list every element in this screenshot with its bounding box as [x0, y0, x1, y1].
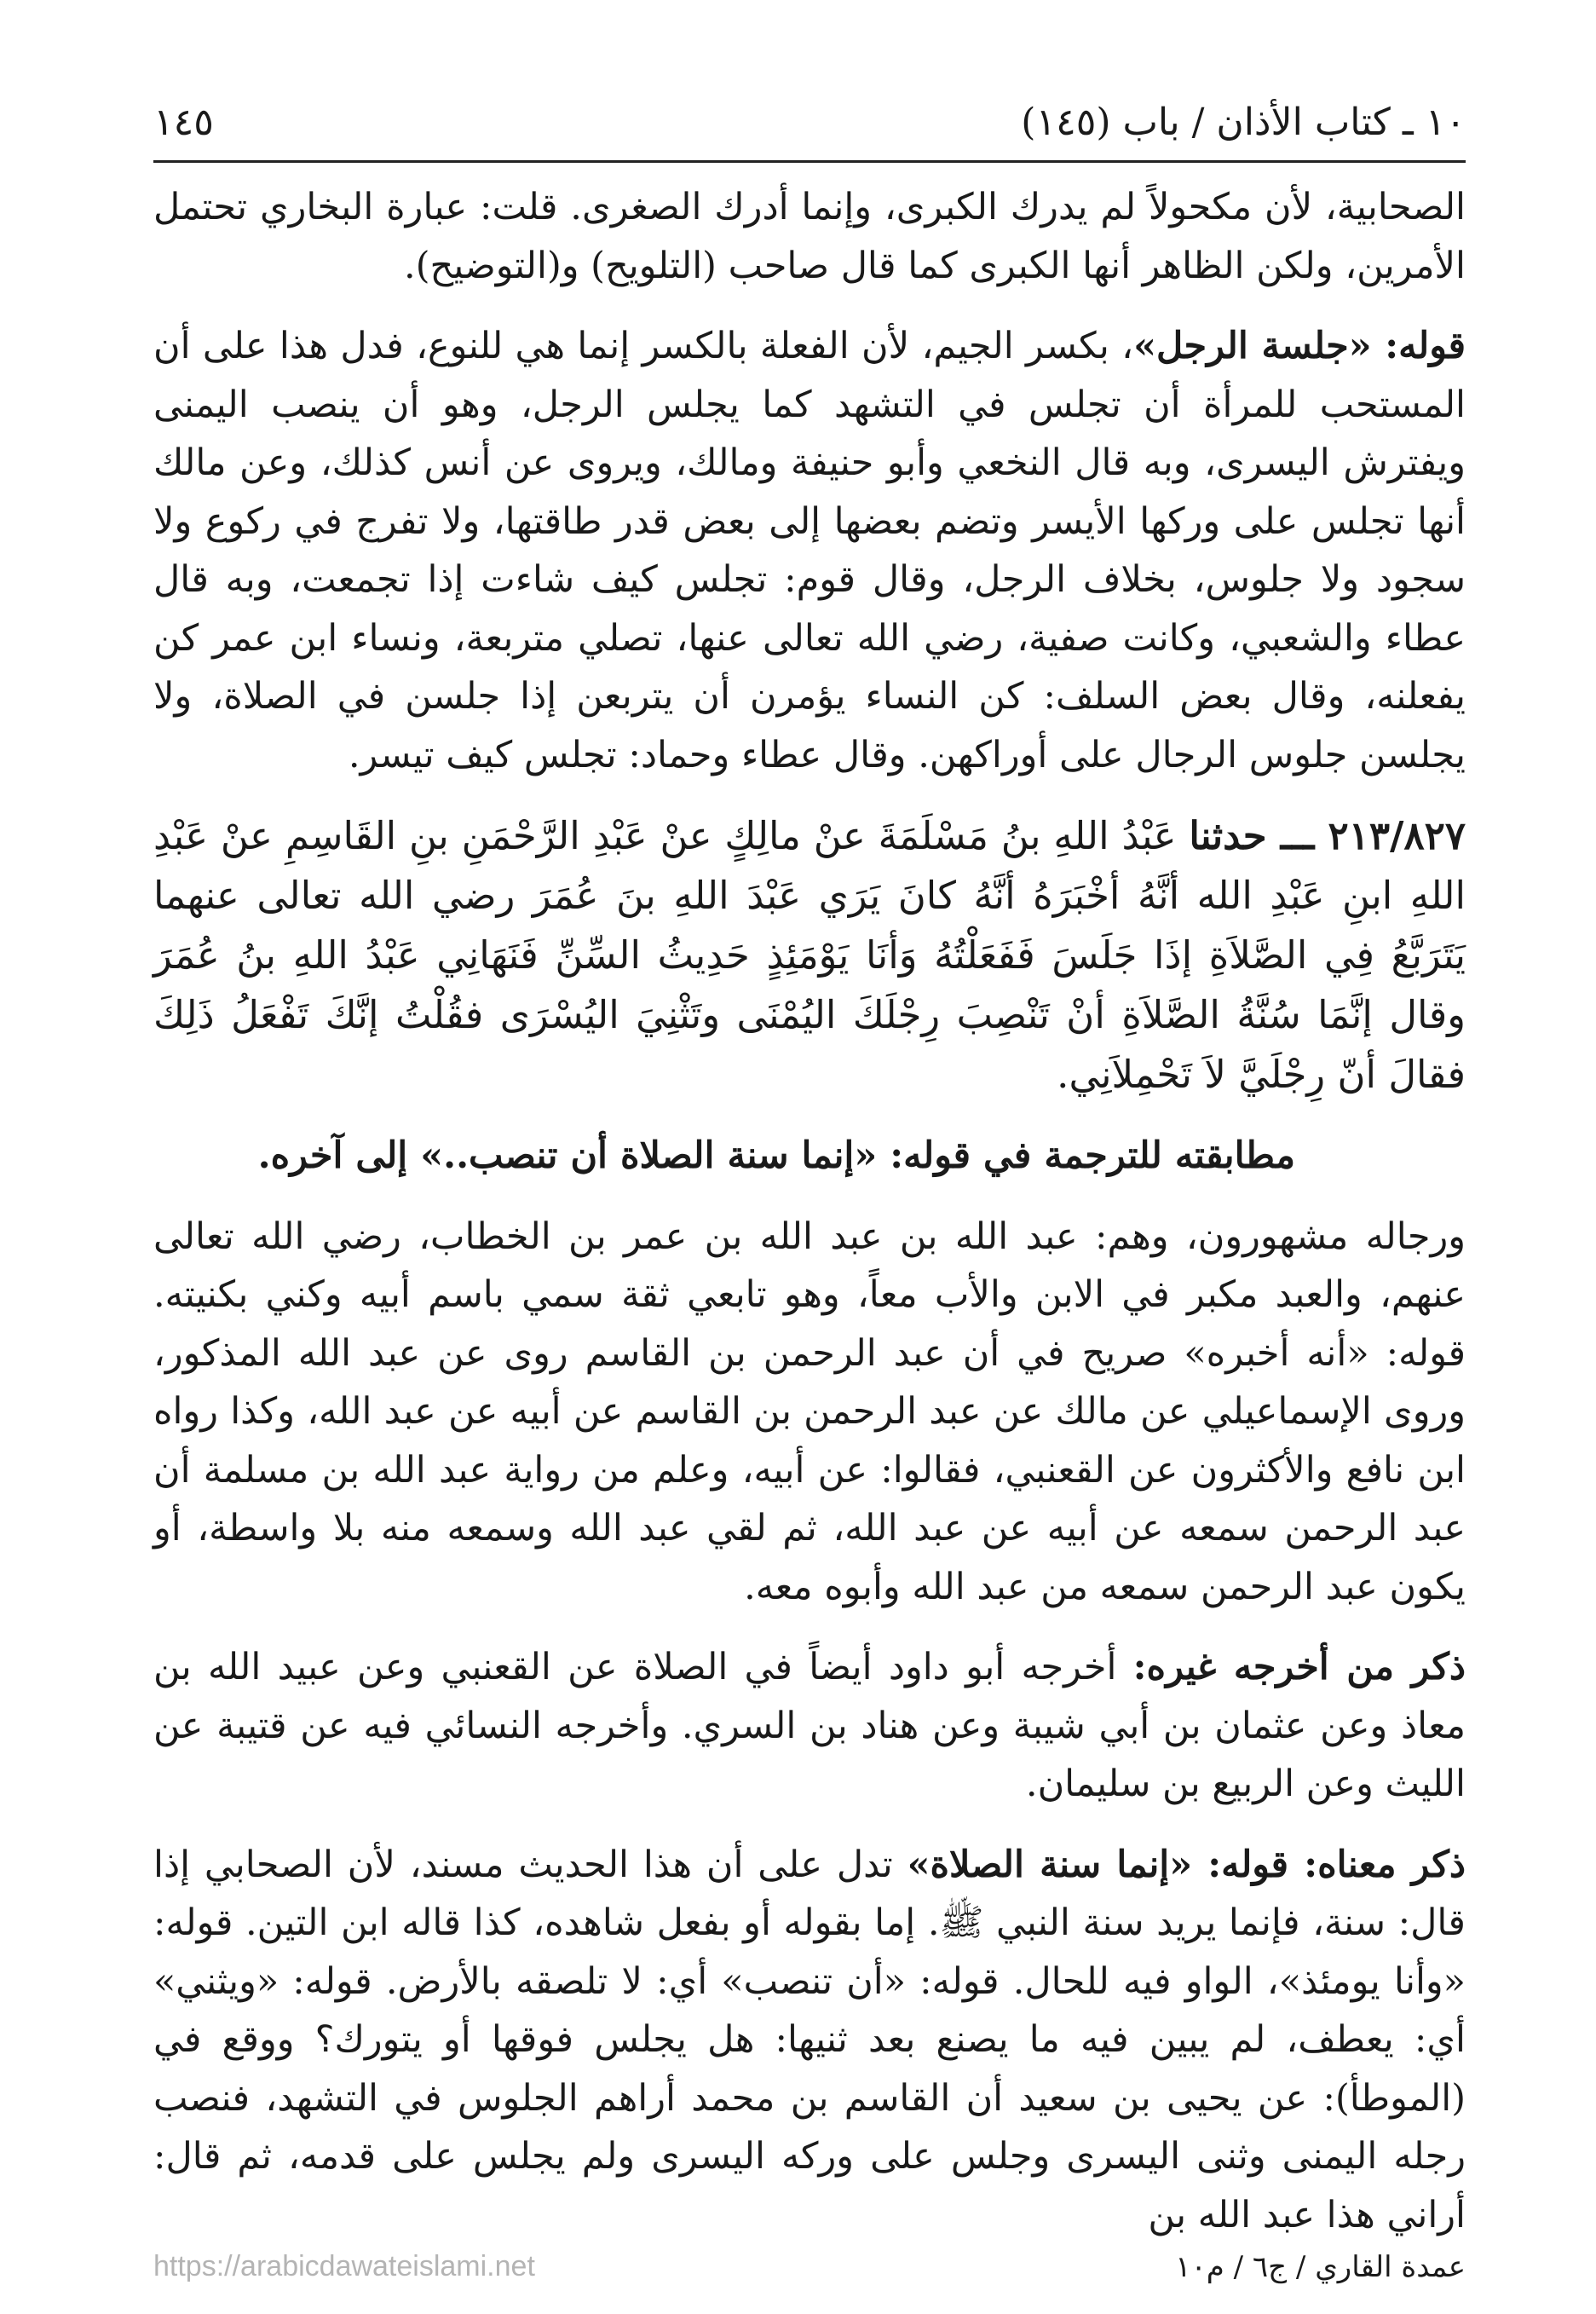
- paragraph-7-text: تدل على أن هذا الحديث مسند، لأن الصحابي إذا قال: سنة، فإنما يريد سنة النبي ﷺ. إما بقوله أو بفعل شاهده، كذا قاله ابن التين. قوله: «وأنا يومئذ»، الواو فيه للحال. قوله: «أن تنصب» أي: لا تلصقه بالأرض. قوله: «ويثني» أي: يعطف، لم يبين فيه ما يصنع بعد ثنيها: هل يجلس فوقها أو يتورك؟ ووقع في (الموطأ): عن يحيى بن سعيد أن القاسم بن محمد أراهم الجلوس في التشهد، فنصب رجله اليمنى وثنى اليسرى وجلس على وركه اليسرى ولم يجلس على قدمه، ثم قال: أراني هذا عبد الله بن: [153, 1843, 1466, 2236]
- page-footer: [153, 2250, 1466, 2293]
- hadith-text: [153, 806, 1466, 1105]
- paragraph-5-text: ورجاله مشهورون، وهم: عبد الله بن عبد الله بن عمر بن الخطاب، رضي الله تعالى عنهم، والعبد مكبر في الابن والأب معاً، وهو تابعي ثقة سمي باسم أبيه وكني بكنيته. قوله: «أنه أخبره» صريح في أن عبد الرحمن بن القاسم روى عن عبد الله المذكور، وروى الإسماعيلي عن مالك عن عبد الرحمن بن القاسم عن أبيه عن عبد الله، وكذا رواه ابن نافع والأكثرون عن القعنبي، فقالوا: عن أبيه، وعلم من رواية عبد الله بن مسلمة أن عبد الرحمن سمعه عن أبيه عن عبد الله، ثم لقي عبد الله وسمعه منه بلا واسطة، أو يكون عبد الرحمن سمعه من عبد الله وأبوه معه.: [153, 1215, 1466, 1608]
- volume-reference: عمدة القاري / ج٦ / م١٠: [1175, 2250, 1466, 2284]
- paragraph-7-lead: ذكر معناه: قوله: «إنما سنة الصلاة»: [907, 1843, 1466, 1886]
- page-body: [153, 178, 1466, 2244]
- page-number: ١٤٥: [153, 101, 214, 144]
- paragraph-1: [153, 178, 1466, 295]
- paragraph-7: [153, 1836, 1466, 2245]
- paragraph-6: [153, 1638, 1466, 1814]
- paragraph-2: [153, 317, 1466, 784]
- running-title: ١٠ ـ كتاب الأذان / باب (١٤٥): [1021, 101, 1466, 144]
- hadith-number: ٢١٣/٨٢٧ ـــ حدثنا: [1189, 813, 1466, 858]
- hadith-body: عَبْدُ اللهِ بنُ مَسْلَمَةَ عنْ مالِكٍ عنْ عَبْدِ الرَّحْمَنِ بنِ القَاسِمِ عنْ عَبْدِ اللهِ ابنِ عَبْدِ الله أنَّهُ أخْبَرَهُ أنَّهُ كانَ يَرَي عَبْدَ اللهِ بنَ عُمَرَ رضي الله تعالى عنهما يَتَرَبَّعُ فِي الصَّلاَةِ إذَا جَلَسَ فَفَعَلْتُهُ وَأنَا يَوْمَئِذٍ حَدِيثُ السِّنِّ فَنَهَانِي عَبْدُ اللهِ بنُ عُمَرَ وقال إنَّمَا سُنَّةُ الصَّلاَةِ أنْ تَنْصِبَ رِجْلَكَ اليُمْنَى وتَثْنِيَ اليُسْرَى فقُلْتُ إنَّكَ تَفْعَلُ ذَلِكَ فقالَ أنّ رِجْلَيَّ لاَ تَحْمِلاَنِي.: [153, 813, 1466, 1097]
- paragraph-1-text: الصحابية، لأن مكحولاً لم يدرك الكبرى، وإنما أدرك الصغرى. قلت: عبارة البخاري تحتمل الأمرين، ولكن الظاهر أنها الكبرى كما قال صاحب (التلويح) و(التوضيح).: [153, 186, 1466, 287]
- book-page: [153, 94, 1466, 2266]
- paragraph-4-text: مطابقته للترجمة في قوله: «إنما سنة الصلاة أن تنصب..» إلى آخره.: [257, 1134, 1295, 1177]
- watermark-url: https://arabicdawateislami.net: [153, 2250, 535, 2282]
- paragraph-6-lead: ذكر من أخرجه غيره:: [1132, 1646, 1466, 1688]
- paragraph-2-text: ، بكسر الجيم، لأن الفعلة بالكسر إنما هي للنوع، فدل هذا على أن المستحب للمرأة أن تجلس في التشهد كما يجلس الرجل، وهو أن ينصب اليمنى ويفترش اليسرى، وبه قال النخعي وأبو حنيفة ومالك، ويروى عن أنس كذلك، وعن مالك أنها تجلس على وركها الأيسر وتضم بعضها إلى بعض قدر طاقتها، ولا تفرج في ركوع ولا سجود ولا جلوس، بخلاف الرجل، وقال قوم: تجلس كيف شاءت إذا تجمعت، وبه قال عطاء والشعبي، وكانت صفية، رضي الله تعالى عنها، تصلي متربعة، ونساء ابن عمر كن يفعلنه، وقال بعض السلف: كن النساء يؤمرن أن يتربعن إذا جلسن في الصلاة، ولا يجلسن جلوس الرجال على أوراكهن. وقال عطاء وحماد: تجلس كيف تيسر.: [153, 325, 1466, 776]
- paragraph-6-text: أخرجه أبو داود أيضاً في الصلاة عن القعنبي وعن عبيد الله بن معاذ وعن عثمان بن أبي شيبة وعن هناد بن السري. وأخرجه النسائي فيه عن قتيبة عن الليث وعن الربيع بن سليمان.: [153, 1646, 1466, 1805]
- paragraph-4: [153, 1127, 1466, 1186]
- paragraph-2-lead: قوله: «جلسة الرجل»: [1133, 325, 1466, 367]
- page-header: [153, 94, 1466, 163]
- paragraph-5: [153, 1208, 1466, 1617]
